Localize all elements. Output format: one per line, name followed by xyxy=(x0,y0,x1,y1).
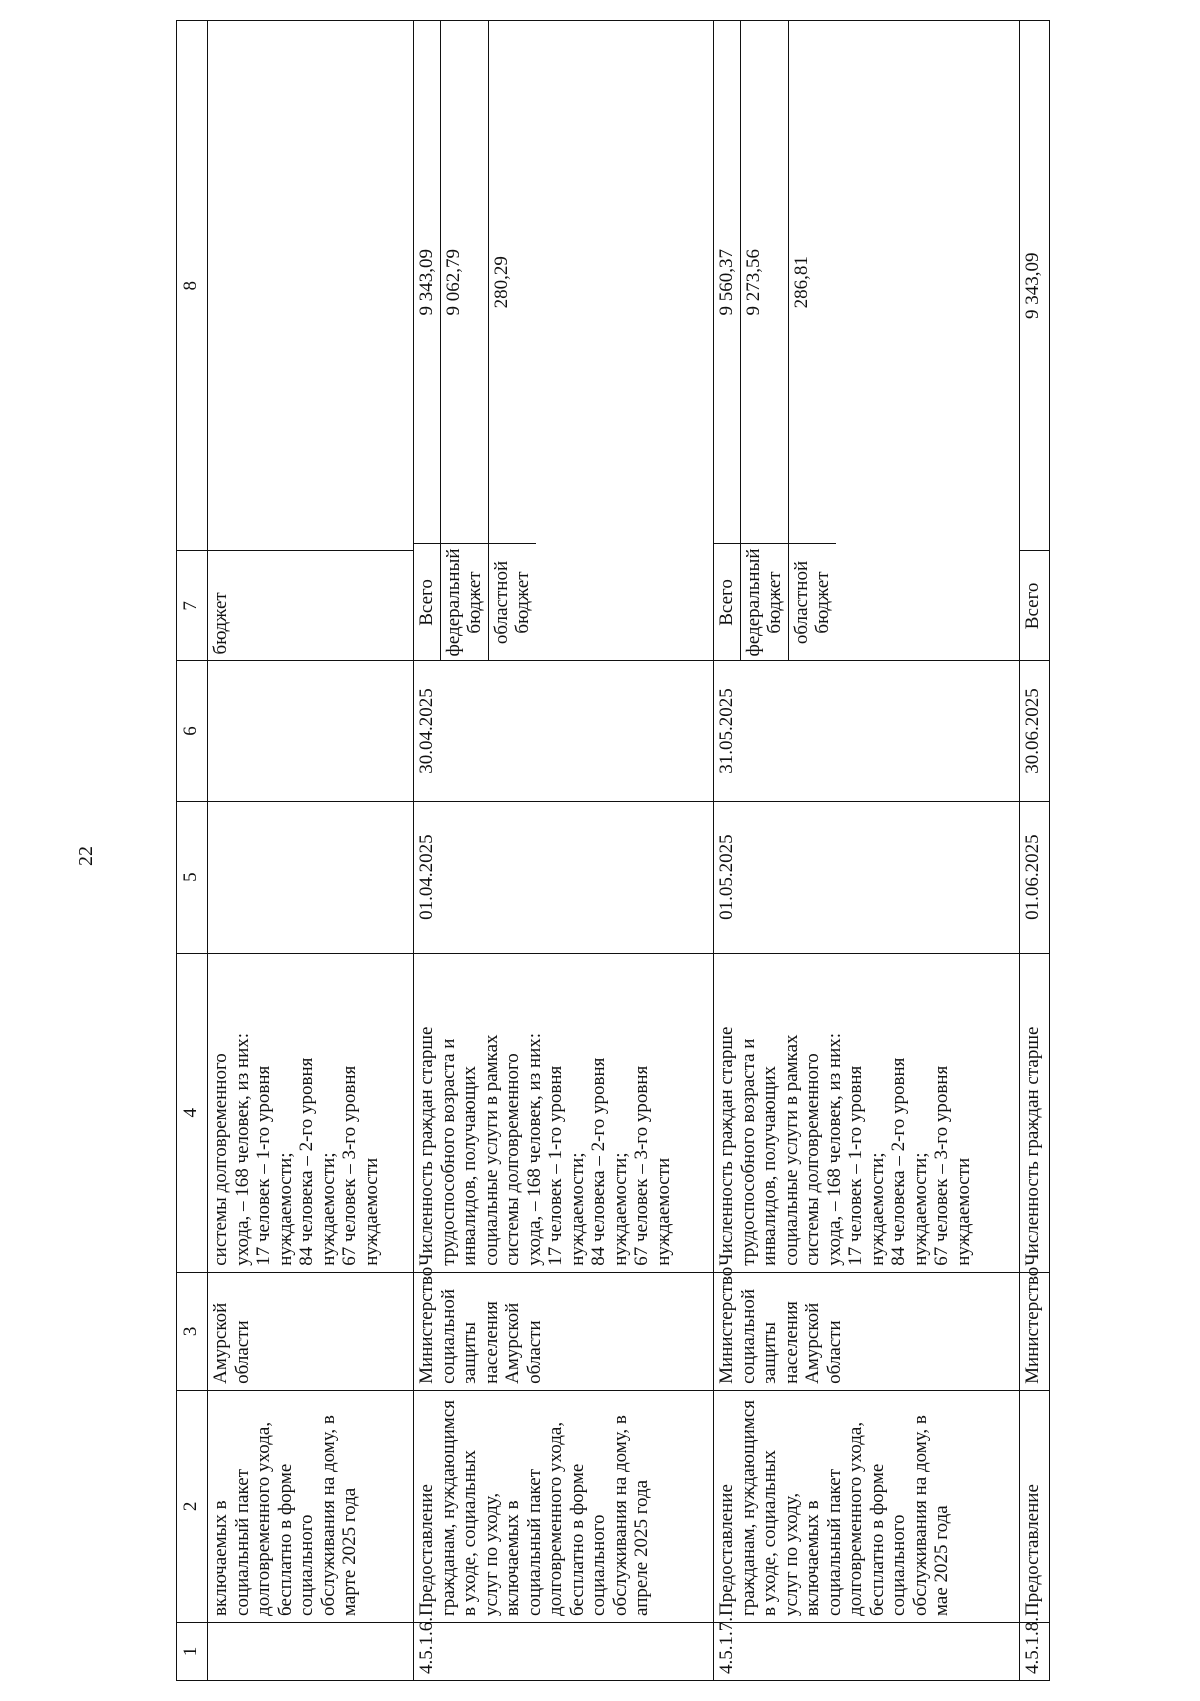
funding-source: бюджет xyxy=(208,551,414,661)
col-header-4: 4 xyxy=(177,953,208,1272)
start-date: 01.04.2025 xyxy=(414,801,714,953)
indicator: Численность граждан старше трудоспособного возраста и инвалидов, получающих социальные услуги в рамках системы долговременного ухода, – 168 человек, из них: 17 человек – 1-го уровня нуждаемости; 84 человека – 2-го уровня нуждаемости; 67 человек – 3-го уровня нуждаемости xyxy=(714,953,1020,1272)
plan-table xyxy=(176,20,1050,1681)
funding-amount: 286,81 xyxy=(788,21,836,544)
funding-table xyxy=(714,21,836,660)
item-number: 4.5.1.6. xyxy=(414,1622,714,1680)
funding-source: Всего xyxy=(714,544,740,660)
start-date: 01.06.2025 xyxy=(1020,801,1050,953)
funding-table xyxy=(414,21,536,660)
item-number xyxy=(208,1622,414,1680)
funding-source: федеральный бюджет xyxy=(440,544,488,660)
header-row xyxy=(177,21,208,1681)
funding-amount: 9 343,09 xyxy=(1020,21,1050,551)
col-header-5: 5 xyxy=(177,801,208,953)
item-number: 4.5.1.8. xyxy=(1020,1622,1050,1680)
funding-row xyxy=(714,21,740,660)
funding-row xyxy=(414,21,440,660)
event-name: Предоставление гражданам, нуждающимся в уходе, социальных услуг по уходу, включаемых в социальный пакет долговременного ухода, бесплатно в форме социального обслуживания на дому, в апреле 2025 года xyxy=(414,1390,714,1622)
funding-cell xyxy=(714,21,1020,661)
funding-amount: 9 560,37 xyxy=(714,21,740,544)
funding-source: областной бюджет xyxy=(490,560,533,645)
col-header-1: 1 xyxy=(177,1622,208,1680)
funding-amount: 9 343,09 xyxy=(414,21,440,544)
executor: Амурской области xyxy=(208,1272,414,1390)
funding-row xyxy=(788,21,836,660)
funding-row xyxy=(440,21,488,660)
event-name: Предоставление гражданам, нуждающимся в уходе, социальных услуг по уходу, включаемых в социальный пакет долговременного ухода, бесплатно в форме социального обслуживания на дому, в мае 2025 года xyxy=(714,1390,1020,1622)
table-row xyxy=(714,21,1020,1681)
funding-amount xyxy=(208,21,414,551)
funding-source: федеральный бюджет xyxy=(740,544,788,660)
funding-source: областной бюджет xyxy=(790,560,833,645)
table-row xyxy=(1020,21,1050,1681)
executor: Министерство социальной защиты населения Амурской области xyxy=(414,1272,714,1390)
end-date: 31.05.2025 xyxy=(714,661,1020,801)
col-header-3: 3 xyxy=(177,1272,208,1390)
start-date xyxy=(208,801,414,953)
table-row xyxy=(208,21,414,1681)
page-number: 22 xyxy=(75,846,97,866)
funding-row xyxy=(488,21,536,660)
indicator: Численность граждан старше xyxy=(1020,953,1050,1272)
funding-row xyxy=(740,21,788,660)
item-number: 4.5.1.7. xyxy=(714,1622,1020,1680)
funding-amount: 9 062,79 xyxy=(440,21,488,544)
funding-cell xyxy=(414,21,714,661)
indicator: Численность граждан старше трудоспособного возраста и инвалидов, получающих социальные услуги в рамках системы долговременного ухода, – 168 человек, из них: 17 человек – 1-го уровня нуждаемости; 84 человека – 2-го уровня нуждаемости; 67 человек – 3-го уровня нуждаемости xyxy=(414,953,714,1272)
funding-source: Всего xyxy=(414,544,440,660)
funding-amount: 280,29 xyxy=(488,21,536,544)
start-date: 01.05.2025 xyxy=(714,801,1020,953)
event-name: Предоставление xyxy=(1020,1390,1050,1622)
col-header-6: 6 xyxy=(177,661,208,801)
funding-source: Всего xyxy=(1020,551,1050,661)
col-header-2: 2 xyxy=(177,1390,208,1622)
table-row xyxy=(414,21,714,1681)
executor: Министерство социальной защиты населения Амурской области xyxy=(714,1272,1020,1390)
end-date xyxy=(208,661,414,801)
indicator: системы долговременного ухода, – 168 человек, из них: 17 человек – 1-го уровня нуждаемости; 84 человека – 2-го уровня нуждаемости; 67 человек – 3-го уровня нуждаемости xyxy=(208,953,414,1272)
col-header-7: 7 xyxy=(177,551,208,661)
executor: Министерство xyxy=(1020,1272,1050,1390)
end-date: 30.04.2025 xyxy=(414,661,714,801)
col-header-8: 8 xyxy=(177,21,208,551)
event-name: включаемых в социальный пакет долговременного ухода, бесплатно в форме социального обслуживания на дому, в марте 2025 года xyxy=(208,1390,414,1622)
funding-amount: 9 273,56 xyxy=(740,21,788,544)
end-date: 30.06.2025 xyxy=(1020,661,1050,801)
